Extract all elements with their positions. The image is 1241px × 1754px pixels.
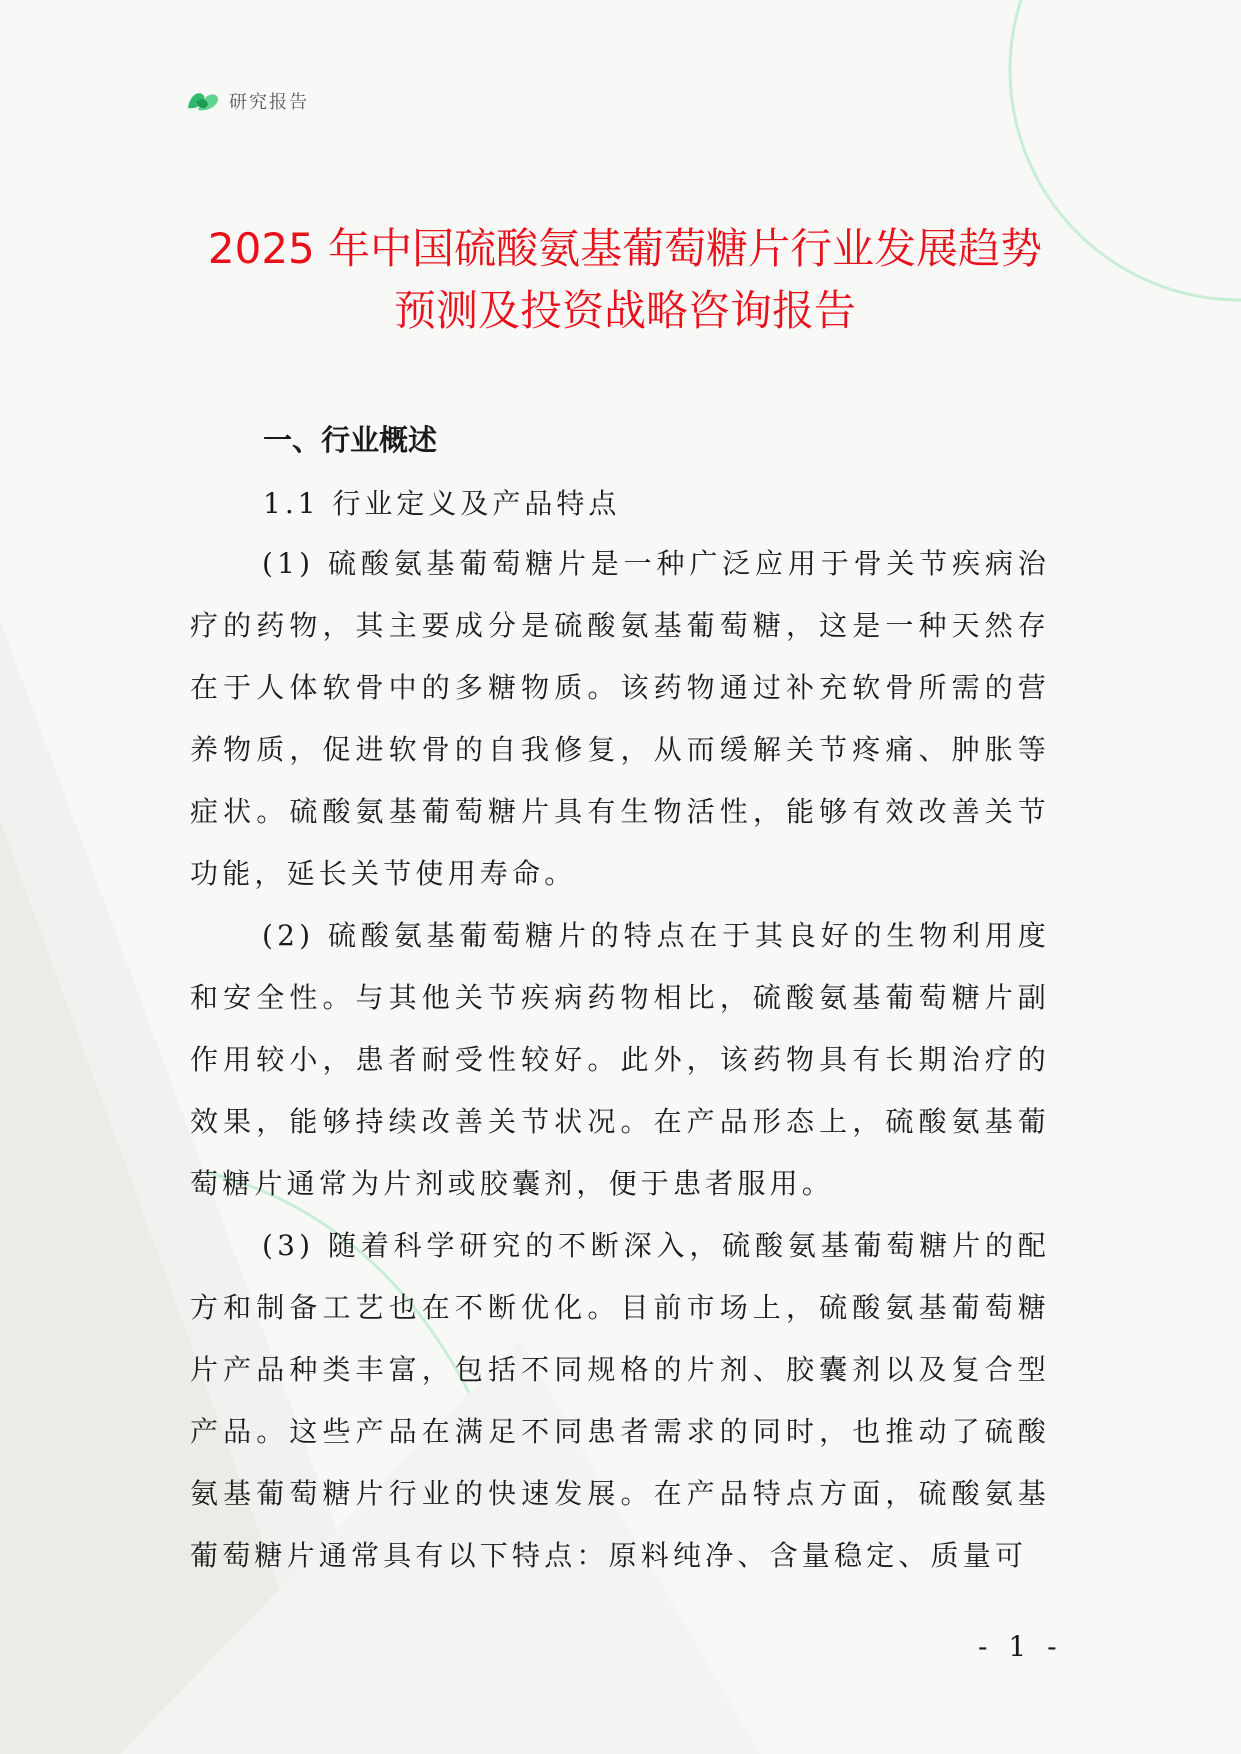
section-heading: 一、行业概述 bbox=[263, 423, 438, 457]
page-number: - 1 - bbox=[978, 1630, 1063, 1663]
subsection-heading: 1.1 行业定义及产品特点 bbox=[263, 487, 621, 520]
paragraph-2: (2) 硫酸氨基葡萄糖片的特点在于其良好的生物利用度和安全性。与其他关节疾病药物相比，硫酸氨基葡萄糖片副作用较小，患者耐受性较好。此外，该药物具有长期治疗的效果，能够持续改善关节状况。在产品形态上，硫酸氨基葡萄糖片通常为片剂或胶囊剂，便于患者服用。 bbox=[190, 919, 1050, 1200]
brand-label: 研究报告 bbox=[229, 92, 309, 113]
leaf-logo-icon bbox=[186, 88, 220, 114]
report-title: 2025 年中国硫酸氨基葡萄糖片行业发展趋势预测及投资战略咨询报告 bbox=[207, 224, 1043, 335]
paragraph-1: (1) 硫酸氨基葡萄糖片是一种广泛应用于骨关节疾病治疗的药物，其主要成分是硫酸氨基葡萄糖，这是一种天然存在于人体软骨中的多糖物质。该药物通过补充软骨所需的营养物质，促进软骨的自我修复，从而缓解关节疼痛、肿胀等症状。硫酸氨基葡萄糖片具有生物活性，能够有效改善关节功能，延长关节使用寿命。 bbox=[190, 547, 1050, 890]
paragraph-3: (3) 随着科学研究的不断深入，硫酸氨基葡萄糖片的配方和制备工艺也在不断优化。目前市场上，硫酸氨基葡萄糖片产品种类丰富，包括不同规格的片剂、胶囊剂以及复合型产品。这些产品在满足不同患者需求的同时，也推动了硫酸氨基葡萄糖片行业的快速发展。在产品特点方面，硫酸氨基葡萄糖片通常具有以下特点：原料纯净、含量稳定、质量可 bbox=[190, 1229, 1050, 1572]
report-header bbox=[186, 88, 309, 114]
